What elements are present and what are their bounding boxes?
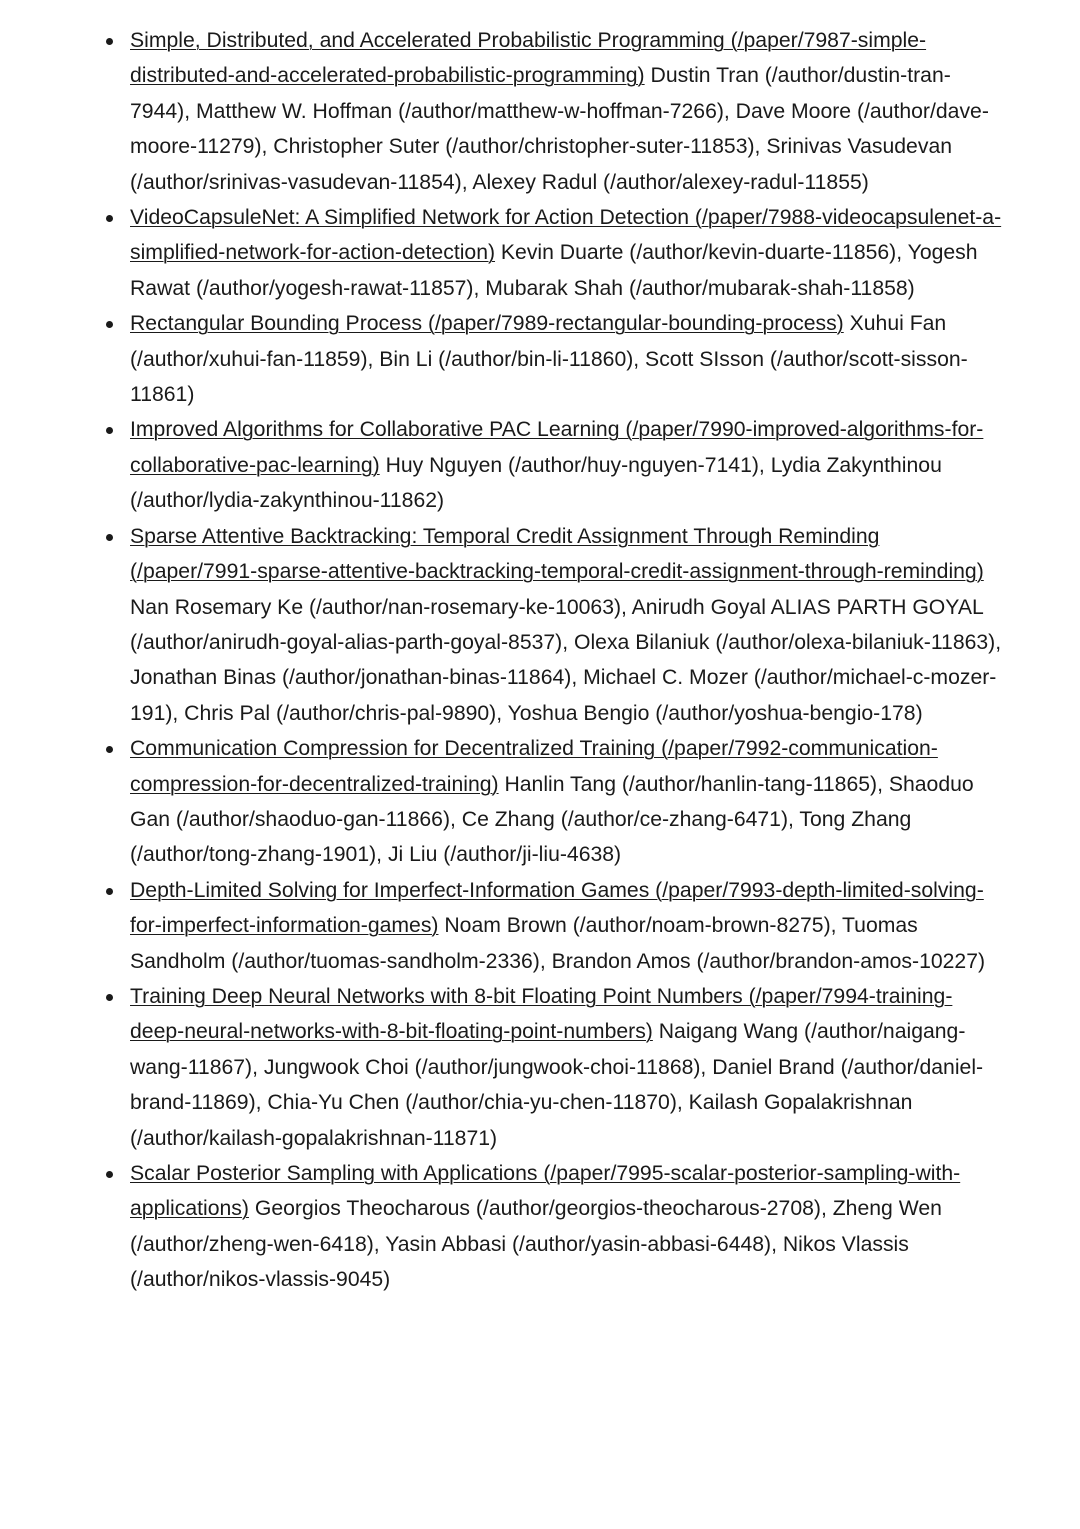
paper-list [0, 23, 1080, 1298]
paper-title-link[interactable]: VideoCapsuleNet: A Simplified Network for Action Detection (/paper/7988-videocapsulenet-a-simplified-network-for-action-detection) [130, 206, 1002, 265]
paper-authors: Hanlin Tang (/author/hanlin-tang-11865), Shaoduo Gan (/author/shaoduo-gan-11866), Ce Zhang (/author/ce-zhang-6471), Tong Zhang (/author/tong-zhang-1901), Ji Liu (/author/ji-liu-4638) [130, 772, 974, 867]
bullet-icon [106, 746, 113, 753]
paper-title-link[interactable]: Depth-Limited Solving for Imperfect-Information Games (/paper/7993-depth-limited-solving-for-imperfect-information-games) [130, 878, 984, 938]
paper-authors: Kevin Duarte (/author/kevin-duarte-11856), Yogesh Rawat (/author/yogesh-rawat-11857), Mubarak Shah (/author/mubarak-shah-11858) [130, 241, 978, 300]
paper-authors: Nan Rosemary Ke (/author/nan-rosemary-ke-10063), Anirudh Goyal ALIAS PARTH GOYAL (/author/anirudh-goyal-alias-parth-goyal-8537), Olexa Bilaniuk (/author/olexa-bilaniuk-11863), Jonathan Binas (/author/jonathan-binas-11864), Michael C. Mozer (/author/michael-c-mozer-191), Chris Pal (/author/chris-pal-9890), Yoshua Bengio (/author/yoshua-bengio-178) [130, 595, 1002, 725]
paper-title-link[interactable]: Simple, Distributed, and Accelerated Probabilistic Programming (/paper/7987-simple-distributed-and-accelerated-probabilistic-programming) [130, 29, 927, 88]
bullet-icon [106, 888, 113, 895]
paper-authors: Dustin Tran (/author/dustin-tran-7944), Matthew W. Hoffman (/author/matthew-w-hoffman-7266), Dave Moore (/author/dave-moore-11279), Christopher Suter (/author/christopher-suter-11853), Srinivas Vasudevan (/author/srinivas-vasudevan-11854), Alexey Radul (/author/alexey-radul-11855) [130, 64, 989, 194]
bullet-icon [106, 1171, 113, 1178]
bullet-icon [106, 994, 113, 1001]
paper-list-item [0, 731, 1005, 873]
paper-list-item [0, 519, 1005, 731]
paper-title-link[interactable]: Sparse Attentive Backtracking: Temporal Credit Assignment Through Reminding (/paper/7991-sparse-attentive-backtracking-temporal-credit-assignment-through-reminding) [130, 524, 984, 584]
paper-list-item [0, 412, 1005, 518]
paper-authors: Xuhui Fan (/author/xuhui-fan-11859), Bin Li (/author/bin-li-11860), Scott SIsson (/author/scott-sisson-11861) [130, 312, 968, 407]
paper-authors: Noam Brown (/author/noam-brown-8275), Tuomas Sandholm (/author/tuomas-sandholm-2336), Brandon Amos (/author/brandon-amos-10227) [130, 914, 986, 973]
paper-title-link[interactable]: Improved Algorithms for Collaborative PAC Learning (/paper/7990-improved-algorithms-for-collaborative-pac-learning) [130, 418, 984, 477]
paper-authors: Huy Nguyen (/author/huy-nguyen-7141), Lydia Zakynthinou (/author/lydia-zakynthinou-11862) [130, 453, 942, 513]
paper-authors: Naigang Wang (/author/naigang-wang-11867), Jungwook Choi (/author/jungwook-choi-11868), Daniel Brand (/author/daniel-brand-11869), Chia-Yu Chen (/author/chia-yu-chen-11870), Kailash Gopalakrishnan (/author/kailash-gopalakrishnan-11871) [130, 1020, 984, 1150]
paper-title-link[interactable]: Rectangular Bounding Process (/paper/7989-rectangular-bounding-process) [130, 312, 844, 336]
paper-title-link[interactable]: Scalar Posterior Sampling with Applications (/paper/7995-scalar-posterior-sampling-with-applications) [130, 1162, 961, 1221]
bullet-icon [106, 534, 113, 541]
paper-title-link[interactable]: Training Deep Neural Networks with 8-bit Floating Point Numbers (/paper/7994-training-deep-neural-networks-with-8-bit-floating-point-numbers) [130, 984, 953, 1044]
paper-list-item [0, 873, 1005, 979]
paper-list-item [0, 306, 1005, 412]
bullet-icon [106, 321, 113, 328]
paper-title-link[interactable]: Communication Compression for Decentralized Training (/paper/7992-communication-compression-for-decentralized-training) [130, 737, 938, 796]
paper-authors: Georgios Theocharous (/author/georgios-theocharous-2708), Zheng Wen (/author/zheng-wen-6418), Yasin Abbasi (/author/yasin-abbasi-6448), Nikos Vlassis (/author/nikos-vlassis-9045) [130, 1197, 942, 1292]
paper-list-item [0, 979, 1005, 1156]
paper-list-item [0, 23, 1005, 200]
paper-list-item [0, 1156, 1005, 1298]
bullet-icon [106, 215, 113, 222]
bullet-icon [106, 427, 113, 434]
paper-list-item [0, 200, 1005, 306]
bullet-icon [106, 38, 113, 45]
